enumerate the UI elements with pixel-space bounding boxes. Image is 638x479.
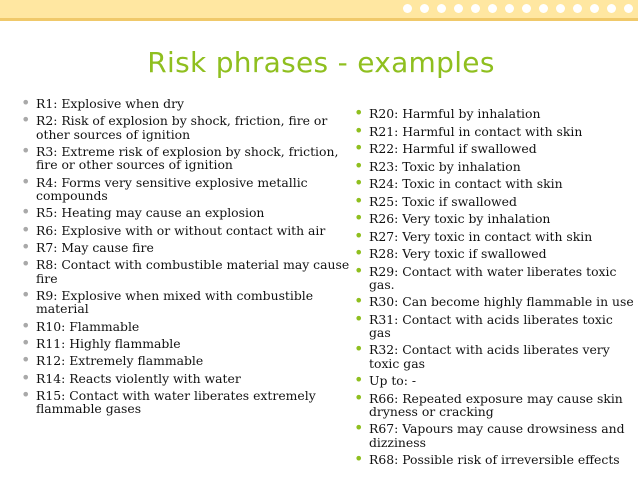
slide-top-bar <box>0 0 638 18</box>
list-item: • R26: Very toxic by inhalation <box>353 212 638 225</box>
list-item: • R32: Contact with acids liberates very toxic gas <box>353 343 638 369</box>
list-item: • R3: Extreme risk of explosion by shock, friction, fire or other sources of ignition <box>20 145 350 171</box>
slide-title: Risk phrases - examples <box>147 46 495 79</box>
list-item: • R4: Forms very sensitive explosive metallic compounds <box>20 176 350 202</box>
list-item: • R24: Toxic in contact with skin <box>353 177 638 190</box>
decor-dot <box>573 4 582 13</box>
list-item: • R66: Repeated exposure may cause skin dryness or cracking <box>353 392 638 418</box>
list-item: • Up to: - <box>353 374 638 387</box>
list-item: • R15: Contact with water liberates extremely flammable gases <box>20 389 350 415</box>
list-item: • R6: Explosive with or without contact with air <box>20 224 350 237</box>
decor-dot <box>624 4 633 13</box>
list-item: • R2: Risk of explosion by shock, friction, fire or other sources of ignition <box>20 114 350 140</box>
list-item: • R9: Explosive when mixed with combustible material <box>20 289 350 315</box>
list-item: • R23: Toxic by inhalation <box>353 160 638 173</box>
decor-dot <box>505 4 514 13</box>
decor-dot <box>539 4 548 13</box>
list-item: • R21: Harmful in contact with skin <box>353 125 638 138</box>
list-item: • R7: May cause fire <box>20 241 350 254</box>
decor-dot <box>590 4 599 13</box>
list-item: • R5: Heating may cause an explosion <box>20 206 350 219</box>
list-item: • R25: Toxic if swallowed <box>353 195 638 208</box>
list-item: • R10: Flammable <box>20 320 350 333</box>
decor-dot <box>522 4 531 13</box>
list-item: • R22: Harmful if swallowed <box>353 142 638 155</box>
decor-dot <box>437 4 446 13</box>
decor-dot <box>488 4 497 13</box>
list-item: • R11: Highly flammable <box>20 337 350 350</box>
list-item: • R1: Explosive when dry <box>20 97 350 110</box>
list-item: • R12: Extremely flammable <box>20 354 350 367</box>
list-item: • R31: Contact with acids liberates toxic gas <box>353 313 638 339</box>
left-bullet-list <box>20 97 350 420</box>
decor-dot <box>454 4 463 13</box>
list-item: • R68: Possible risk of irreversible effects <box>353 453 638 466</box>
right-bullet-list <box>353 107 638 471</box>
list-item: • R8: Contact with combustible material may cause fire <box>20 258 350 284</box>
decor-dot <box>556 4 565 13</box>
decor-dot <box>403 4 412 13</box>
list-item: • R30: Can become highly flammable in use <box>353 295 638 308</box>
list-item: • R67: Vapours may cause drowsiness and dizziness <box>353 422 638 448</box>
list-item: • R20: Harmful by inhalation <box>353 107 638 120</box>
list-item: • R28: Very toxic if swallowed <box>353 247 638 260</box>
decor-dot <box>607 4 616 13</box>
decor-dot <box>420 4 429 13</box>
list-item: • R14: Reacts violently with water <box>20 372 350 385</box>
list-item: • R27: Very toxic in contact with skin <box>353 230 638 243</box>
slide-top-line <box>0 18 638 21</box>
list-item: • R29: Contact with water liberates toxic gas. <box>353 265 638 291</box>
decor-dot <box>471 4 480 13</box>
